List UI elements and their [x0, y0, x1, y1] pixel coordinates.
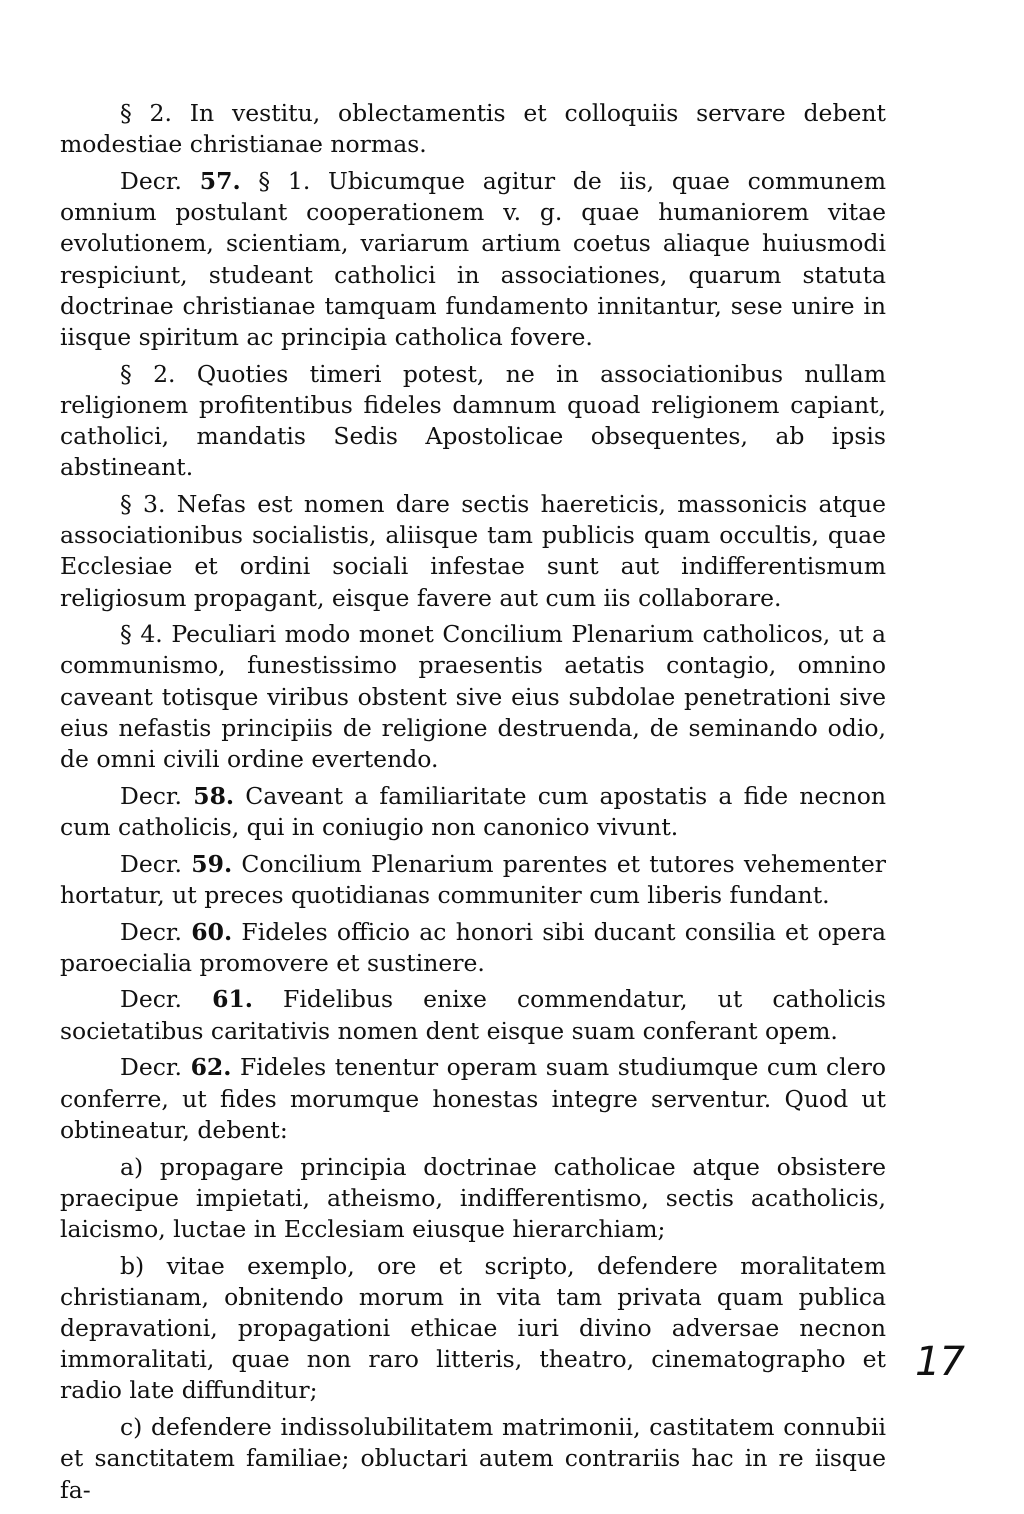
decree-number: 60. [191, 917, 233, 946]
paragraph-text: Fideles tenentur operam suam studiumque cum clero conferre, ut fides morumque honestas integre serventur. Quod ut obtineatur, debent: [60, 1053, 886, 1144]
paragraph-text: Fideles officio ac honori sibi ducant consilia et opera paroecialia promovere et sustinere. [60, 917, 886, 977]
decree-number: 61. [212, 985, 253, 1014]
page-text-body [60, 98, 886, 1506]
decree-prefix: Decr. [120, 1053, 183, 1082]
decree-prefix: Decr. [120, 781, 183, 810]
paragraph-vestitu [60, 98, 886, 160]
paragraph-text: § 2. In vestitu, oblectamentis et colloquiis servare debent modestiae christianae normas. [60, 99, 886, 159]
paragraph-text: Concilium Plenarium parentes et tutores vehementer hortatur, ut preces quotidianas communiter cum liberis fundant. [60, 849, 886, 909]
paragraph-text: § 2. Quoties timeri potest, ne in associationibus nullam religionem profitentibus fideles damnum quoad religionem capiant, catholici, mandatis Sedis Apostolicae obsequentes, ab ipsis abstineant. [60, 359, 886, 482]
paragraph-text: Caveant a familiaritate cum apostatis a fide necnon cum catholicis, qui in coniugio non canonico vivunt. [60, 781, 886, 841]
decree-prefix: Decr. [120, 166, 183, 195]
decree-61 [60, 984, 886, 1046]
decree-prefix: Decr. [120, 917, 183, 946]
list-item-text: a) propagare principia doctrinae catholicae atque obsistere praecipue impietati, atheismo, indifferentismo, sectis acatholicis, laicismo, luctae in Ecclesiam eiusque hierarchiam; [60, 1152, 886, 1243]
paragraph-text: § 1. Ubicumque agitur de iis, quae communem omnium postulant cooperationem v. g. quae humaniorem vitae evolutionem, scientiam, variarum artium coetus aliaque huiusmodi respiciunt, studeant catholici in associationes, quarum statuta doctrinae christianae tamquam fundamento innitantur, sese unire in iisque spiritum ac principia catholica fovere. [60, 166, 886, 351]
decree-57-section-4 [60, 619, 886, 775]
decree-57-section-2 [60, 359, 886, 484]
decree-number: 57. [199, 166, 241, 195]
decree-prefix: Decr. [120, 985, 183, 1014]
list-item-text: b) vitae exemplo, ore et scripto, defendere moralitatem christianam, obnitendo morum in vita tam privata quam publica depravationi, propagationi ethicae iuri divino adversae necnon immoralitati, quae non raro litteris, theatro, cinematographo et radio late diffunditur; [60, 1251, 886, 1405]
decree-57-section-1 [60, 166, 886, 353]
decree-62-item-c [60, 1412, 886, 1506]
decree-59 [60, 849, 886, 911]
paragraph-text: Fidelibus enixe commendatur, ut catholicis societatibus caritativis nomen dent eisque suam conferant opem. [60, 985, 886, 1045]
paragraph-text: § 3. Nefas est nomen dare sectis haereticis, massonicis atque associationibus socialistis, aliisque tam publicis quam occultis, quae Ecclesiae et ordini sociali infestae sunt aut indifferentismum religiosum propagant, eisque favere aut cum iis collaborare. [60, 489, 886, 612]
list-item-text: c) defendere indissolubilitatem matrimonii, castitatem connubii et sanctitatem familiae; obluctari autem contrariis hac in re iisque fa- [60, 1413, 886, 1504]
decree-prefix: Decr. [120, 849, 183, 878]
decree-number: 62. [190, 1053, 232, 1082]
paragraph-text: § 4. Peculiari modo monet Concilium Plenarium catholicos, ut a communismo, funestissimo praesentis aetatis contagio, omnino caveant totisque viribus obstent sive eius subdolae penetrationi sive eius nefastis principiis de religione destruenda, de seminando odio, de omni civili ordine evertendo. [60, 620, 886, 774]
page-number: 17 [915, 1339, 964, 1385]
decree-57-section-3 [60, 489, 886, 614]
decree-58 [60, 781, 886, 843]
decree-62-item-a [60, 1152, 886, 1246]
decree-number: 59. [191, 849, 233, 878]
decree-62 [60, 1052, 886, 1146]
decree-60 [60, 917, 886, 979]
decree-number: 58. [193, 781, 235, 810]
decree-62-item-b [60, 1251, 886, 1407]
